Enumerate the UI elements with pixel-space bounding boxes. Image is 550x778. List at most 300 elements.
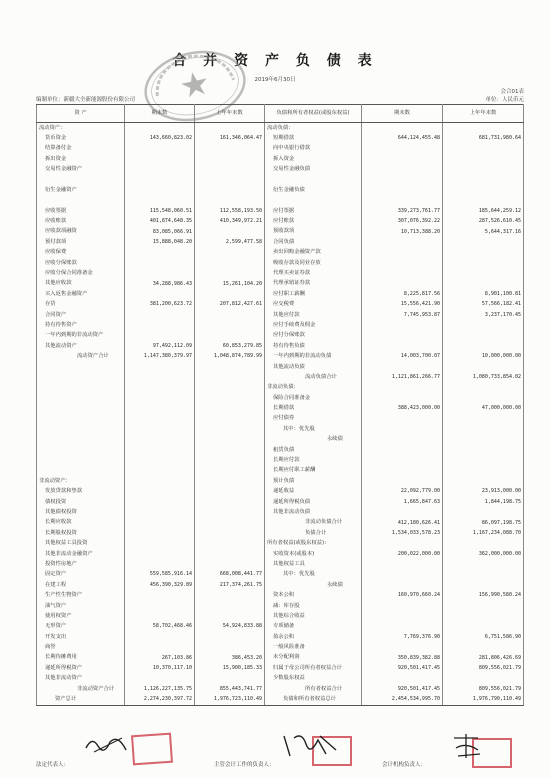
amount-cell — [443, 341, 524, 351]
amount-cell: 15,900,185.33 — [195, 663, 265, 673]
amount-cell — [125, 424, 195, 434]
asset-item-label: 拆出资金 — [37, 154, 125, 164]
amount-cell: 57,566,182.41 — [443, 300, 524, 310]
table-row — [37, 674, 524, 684]
amount-cell — [362, 362, 443, 372]
liability-item-label — [265, 196, 362, 206]
amount-cell — [195, 539, 265, 549]
liability-item-label: 所有者权益合计 — [265, 684, 362, 694]
amount-cell: 60,853,279.85 — [195, 341, 265, 351]
asset-item-label: 其他非流动金融资产 — [37, 549, 125, 559]
liability-item-label: 流动负债合计 — [265, 372, 362, 382]
amount-cell: 185,644,259.12 — [443, 206, 524, 216]
table-row — [37, 165, 524, 175]
amount-cell — [195, 643, 265, 653]
amount-cell: 10,370,117.10 — [125, 663, 195, 673]
col-liab-begin: 上年年末数 — [443, 105, 524, 123]
table-row — [37, 227, 524, 237]
asset-item-label — [37, 196, 125, 206]
liability-item-label: 应付票据 — [265, 206, 362, 216]
asset-item-label: 应收账款 — [37, 217, 125, 227]
amount-cell — [443, 611, 524, 621]
amount-cell — [125, 320, 195, 330]
amount-cell: 2,274,230,397.72 — [125, 694, 195, 705]
asset-item-label: 持有待售资产 — [37, 320, 125, 330]
amount-cell — [125, 362, 195, 372]
asset-item-label: 应收款项融资 — [37, 227, 125, 237]
amount-cell — [125, 185, 195, 195]
table-row — [37, 279, 524, 289]
amount-cell — [443, 559, 524, 569]
amount-cell — [362, 445, 443, 455]
amount-cell — [443, 165, 524, 175]
amount-cell — [195, 476, 265, 486]
table-row — [37, 133, 524, 143]
amount-cell — [443, 248, 524, 258]
liability-item-label: 非流动负债： — [265, 383, 362, 393]
currency-unit: 单位：人民币元 — [485, 97, 524, 103]
amount-cell — [195, 507, 265, 517]
amount-cell — [362, 123, 443, 134]
amount-cell: 809,556,021.79 — [443, 663, 524, 673]
table-row — [37, 466, 524, 476]
liability-item-label: 所有者权益(或股东权益)： — [265, 539, 362, 549]
amount-cell: 920,501,417.45 — [362, 684, 443, 694]
asset-item-label: 应收票据 — [37, 206, 125, 216]
amount-cell: 362,000,000.00 — [443, 549, 524, 559]
liability-item-label — [265, 175, 362, 185]
balance-sheet-table — [36, 104, 524, 706]
liability-item-label: 代理承销证券款 — [265, 279, 362, 289]
amount-cell: 14,003,700.07 — [362, 352, 443, 362]
liability-item-label: 递延收益 — [265, 487, 362, 497]
liability-item-label: 应付分保账款 — [265, 331, 362, 341]
col-liab-end: 期末数 — [362, 105, 443, 123]
amount-cell — [195, 445, 265, 455]
amount-cell — [195, 175, 265, 185]
table-row — [37, 570, 524, 580]
liability-item-label: 应付职工薪酬 — [265, 289, 362, 299]
table-row — [37, 653, 524, 663]
amount-cell: 1,126,227,135.75 — [125, 684, 195, 694]
table-row — [37, 456, 524, 466]
entity-label: 编制单位： — [36, 97, 64, 103]
amount-cell: 2,454,534,995.70 — [362, 694, 443, 705]
amount-cell — [125, 123, 195, 134]
liability-item-label: 专项储备 — [265, 622, 362, 632]
amount-cell — [195, 196, 265, 206]
amount-cell: 115,548,060.51 — [125, 206, 195, 216]
table-row — [37, 497, 524, 507]
asset-item-label: 买入返售金融资产 — [37, 289, 125, 299]
table-row — [37, 144, 524, 154]
amount-cell: 920,501,417.45 — [362, 663, 443, 673]
table-row — [37, 611, 524, 621]
amount-cell — [195, 123, 265, 134]
liability-item-label: 吸收存款及同业存放 — [265, 258, 362, 268]
amount-cell: 559,585,916.14 — [125, 570, 195, 580]
table-row — [37, 476, 524, 486]
asset-item-label — [37, 362, 125, 372]
amount-cell — [125, 487, 195, 497]
amount-cell — [362, 674, 443, 684]
amount-cell — [443, 622, 524, 632]
amount-cell — [125, 414, 195, 424]
amount-cell — [125, 632, 195, 642]
table-row — [37, 217, 524, 227]
amount-cell — [443, 445, 524, 455]
amount-cell — [362, 175, 443, 185]
asset-item-label: 其他债权投资 — [37, 507, 125, 517]
amount-cell: 8,225,817.56 — [362, 289, 443, 299]
amount-cell — [443, 383, 524, 393]
asset-item-label: 递延所得税资产 — [37, 663, 125, 673]
amount-cell: 34,288,986.43 — [125, 279, 195, 289]
liability-item-label: 递延所得税负债 — [265, 497, 362, 507]
amount-cell — [362, 154, 443, 164]
liability-item-label: 应付债券 — [265, 414, 362, 424]
amount-cell — [362, 258, 443, 268]
asset-item-label: 流动资产： — [37, 123, 125, 134]
liability-item-label: 一年内到期的非流动负债 — [265, 352, 362, 362]
amount-cell — [125, 435, 195, 445]
amount-cell: 22,092,779.00 — [362, 487, 443, 497]
amount-cell — [125, 165, 195, 175]
liability-item-label: 保险合同准备金 — [265, 393, 362, 403]
liability-item-label: 应付手续费及佣金 — [265, 320, 362, 330]
liability-item-label: 长期应付款 — [265, 456, 362, 466]
asset-item-label: 油气资产 — [37, 601, 125, 611]
amount-cell — [443, 175, 524, 185]
legal-rep-label: 法定代表人： — [36, 762, 70, 768]
amount-cell: 644,124,455.48 — [362, 133, 443, 143]
table-row — [37, 393, 524, 403]
amount-cell — [195, 393, 265, 403]
liability-item-label: 盈余公积 — [265, 632, 362, 642]
amount-cell — [362, 196, 443, 206]
asset-item-label: 其他非流动资产 — [37, 674, 125, 684]
asset-item-label: 流动资产合计 — [37, 352, 125, 362]
liability-item-label: 流动负债： — [265, 123, 362, 134]
amount-cell: 681,731,980.64 — [443, 133, 524, 143]
amount-cell — [195, 310, 265, 320]
amount-cell — [125, 258, 195, 268]
amount-cell: 1,167,234,088.70 — [443, 528, 524, 538]
amount-cell — [195, 331, 265, 341]
table-row — [37, 258, 524, 268]
amount-cell: 8,901,100.81 — [443, 289, 524, 299]
table-row — [37, 684, 524, 694]
table-row — [37, 175, 524, 185]
asset-item-label: 长期股权投资 — [37, 528, 125, 538]
amount-cell — [443, 539, 524, 549]
amount-cell — [125, 372, 195, 382]
amount-cell — [195, 248, 265, 258]
amount-cell — [443, 331, 524, 341]
signature-dept-head — [448, 732, 488, 760]
amount-cell — [443, 123, 524, 134]
asset-item-label: 应收分保合同准备金 — [37, 268, 125, 278]
amount-cell: 15,261,104.20 — [195, 279, 265, 289]
amount-cell — [362, 393, 443, 403]
amount-cell — [362, 435, 443, 445]
asset-item-label: 交易性金融资产 — [37, 165, 125, 175]
amount-cell: 809,556,021.79 — [443, 684, 524, 694]
liability-item-label: 实收资本(或股本) — [265, 549, 362, 559]
amount-cell — [125, 268, 195, 278]
amount-cell: 287,526,610.45 — [443, 217, 524, 227]
amount-cell: 1,080,733,854.02 — [443, 372, 524, 382]
amount-cell: 1,147,380,379.97 — [125, 352, 195, 362]
amount-cell: 388,423,000.00 — [362, 404, 443, 414]
liability-item-label: 永续债 — [265, 435, 362, 445]
amount-cell — [443, 196, 524, 206]
asset-item-label: 发放贷款和垫款 — [37, 487, 125, 497]
asset-item-label: 合同资产 — [37, 310, 125, 320]
asset-item-label: 其他权益工具投资 — [37, 539, 125, 549]
table-row — [37, 320, 524, 330]
amount-cell — [125, 518, 195, 528]
amount-cell: 217,374,261.75 — [195, 580, 265, 590]
amount-cell — [195, 383, 265, 393]
amount-cell: 10,000,000.00 — [443, 352, 524, 362]
table-row — [37, 352, 524, 362]
table-row — [37, 300, 524, 310]
signature-stamp-legal-rep — [131, 733, 173, 766]
asset-item-label — [37, 456, 125, 466]
amount-cell: 1,976,723,110.49 — [195, 694, 265, 705]
amount-cell: 1,665,847.63 — [362, 497, 443, 507]
amount-cell — [362, 320, 443, 330]
amount-cell: 350,839,382.88 — [362, 653, 443, 663]
liability-item-label: 应付账款 — [265, 217, 362, 227]
entity-name: 新疆大全新能源股份有限公司 — [63, 97, 136, 103]
asset-item-label: 生产性生物资产 — [37, 591, 125, 601]
document-title: 合 并 资 产 负 债 表 — [172, 53, 378, 69]
amount-cell — [195, 435, 265, 445]
liability-item-label: 资本公积 — [265, 591, 362, 601]
liability-item-label: 未分配利润 — [265, 653, 362, 663]
amount-cell — [125, 643, 195, 653]
asset-item-label: 长期待摊费用 — [37, 653, 125, 663]
amount-cell — [195, 165, 265, 175]
table-row — [37, 559, 524, 569]
asset-item-label — [37, 175, 125, 185]
amount-cell — [362, 611, 443, 621]
amount-cell: 15,888,048.20 — [125, 237, 195, 247]
asset-item-label — [37, 466, 125, 476]
amount-cell — [443, 476, 524, 486]
amount-cell — [443, 185, 524, 195]
asset-item-label: 资产总计 — [37, 694, 125, 705]
amount-cell: 15,556,421.90 — [362, 300, 443, 310]
amount-cell — [443, 258, 524, 268]
liability-item-label: 长期应付职工薪酬 — [265, 466, 362, 476]
amount-cell: 3,237,170.45 — [443, 310, 524, 320]
table-row — [37, 383, 524, 393]
liability-item-label: 负债和所有者权益总计 — [265, 694, 362, 705]
asset-item-label: 固定资产 — [37, 570, 125, 580]
amount-cell — [443, 674, 524, 684]
asset-item-label: 预付款项 — [37, 237, 125, 247]
liability-item-label: 持有待售负债 — [265, 341, 362, 351]
amount-cell — [195, 414, 265, 424]
amount-cell — [443, 424, 524, 434]
amount-cell — [195, 456, 265, 466]
amount-cell — [125, 154, 195, 164]
asset-item-label — [37, 414, 125, 424]
liability-item-label: 长期借款 — [265, 404, 362, 414]
amount-cell: 381,200,623.72 — [125, 300, 195, 310]
table-header-row — [37, 105, 524, 123]
asset-item-label: 衍生金融资产 — [37, 185, 125, 195]
asset-item-label: 使用权资产 — [37, 611, 125, 621]
amount-cell: 1,844,198.75 — [443, 497, 524, 507]
liability-item-label: 交易性金融负债 — [265, 165, 362, 175]
liability-item-label: 其中：优先股 — [265, 570, 362, 580]
amount-cell — [443, 580, 524, 590]
liability-item-label: 少数股东权益 — [265, 674, 362, 684]
amount-cell: 23,913,000.00 — [443, 487, 524, 497]
amount-cell — [362, 165, 443, 175]
amount-cell: 83,085,066.91 — [125, 227, 195, 237]
amount-cell — [125, 507, 195, 517]
table-row — [37, 362, 524, 372]
amount-cell — [195, 372, 265, 382]
asset-item-label — [37, 404, 125, 414]
amount-cell — [362, 466, 443, 476]
amount-cell: 58,702,468.46 — [125, 622, 195, 632]
liability-item-label: 拆入资金 — [265, 154, 362, 164]
amount-cell: 668,008,441.77 — [195, 570, 265, 580]
accounting-head-label: 主管会计工作的负责人： — [214, 762, 275, 768]
amount-cell — [195, 424, 265, 434]
asset-item-label: 其他应收款 — [37, 279, 125, 289]
amount-cell: 6,751,586.90 — [443, 632, 524, 642]
amount-cell — [125, 289, 195, 299]
amount-cell: 1,976,790,110.49 — [443, 694, 524, 705]
asset-item-label: 其他流动资产 — [37, 341, 125, 351]
amount-cell — [362, 341, 443, 351]
col-assets-begin: 上年年末数 — [195, 105, 265, 123]
amount-cell — [125, 248, 195, 258]
form-code: 会合01表 — [500, 89, 524, 95]
amount-cell — [125, 383, 195, 393]
amount-cell — [195, 466, 265, 476]
amount-cell: 200,022,000.00 — [362, 549, 443, 559]
asset-item-label: 商誉 — [37, 643, 125, 653]
liability-item-label: 其他流动负债 — [265, 362, 362, 372]
asset-item-label: 投资性房地产 — [37, 559, 125, 569]
amount-cell — [125, 611, 195, 621]
amount-cell — [195, 404, 265, 414]
table-row — [37, 185, 524, 195]
amount-cell — [443, 466, 524, 476]
asset-item-label: 非流动资产合计 — [37, 684, 125, 694]
asset-item-label: 一年内到期的非流动资产 — [37, 331, 125, 341]
amount-cell — [362, 456, 443, 466]
amount-cell: 401,874,648.35 — [125, 217, 195, 227]
amount-cell — [125, 445, 195, 455]
amount-cell — [443, 435, 524, 445]
asset-item-label: 结算备付金 — [37, 144, 125, 154]
table-row — [37, 268, 524, 278]
table-row — [37, 404, 524, 414]
amount-cell — [195, 559, 265, 569]
table-row — [37, 248, 524, 258]
liability-item-label: 永续债 — [265, 580, 362, 590]
asset-item-label — [37, 383, 125, 393]
amount-cell: 160,970,660.24 — [362, 591, 443, 601]
liability-item-label: 预计负债 — [265, 476, 362, 486]
table-row — [37, 331, 524, 341]
amount-cell: 7,769,376.90 — [362, 632, 443, 642]
amount-cell — [443, 414, 524, 424]
amount-cell — [195, 611, 265, 621]
amount-cell — [362, 331, 443, 341]
accounting-dept-label: 会计机构负责人： — [382, 762, 427, 768]
amount-cell — [195, 362, 265, 372]
col-liabilities: 负债和所有者权益(或股东权益) — [265, 105, 362, 123]
asset-item-label: 货币资金 — [37, 133, 125, 143]
liability-item-label: 归属于母公司所有者权益合计 — [265, 663, 362, 673]
table-row — [37, 622, 524, 632]
asset-item-label: 非流动资产： — [37, 476, 125, 486]
amount-cell — [362, 248, 443, 258]
amount-cell — [125, 601, 195, 611]
liability-item-label: 短期借款 — [265, 133, 362, 143]
liability-item-label: 减：库存股 — [265, 601, 362, 611]
table-row — [37, 518, 524, 528]
table-row — [37, 372, 524, 382]
amount-cell — [443, 268, 524, 278]
amount-cell — [362, 268, 443, 278]
amount-cell: 339,273,761.77 — [362, 206, 443, 216]
amount-cell: 1,534,033,578.23 — [362, 528, 443, 538]
amount-cell — [362, 570, 443, 580]
asset-item-label — [37, 372, 125, 382]
amount-cell — [195, 674, 265, 684]
amount-cell — [125, 497, 195, 507]
amount-cell — [362, 414, 443, 424]
amount-cell — [125, 476, 195, 486]
table-row — [37, 507, 524, 517]
table-row — [37, 123, 524, 134]
amount-cell — [362, 580, 443, 590]
amount-cell: 10,713,388.20 — [362, 227, 443, 237]
table-row — [37, 310, 524, 320]
table-row — [37, 154, 524, 164]
table-row — [37, 643, 524, 653]
liability-item-label: 非流动负债合计 — [265, 518, 362, 528]
amount-cell — [125, 175, 195, 185]
amount-cell — [195, 601, 265, 611]
amount-cell — [195, 497, 265, 507]
amount-cell: 267,103.86 — [125, 653, 195, 663]
amount-cell — [362, 622, 443, 632]
liability-item-label: 其他非流动负债 — [265, 507, 362, 517]
amount-cell: 456,390,329.89 — [125, 580, 195, 590]
table-row — [37, 445, 524, 455]
amount-cell — [125, 591, 195, 601]
amount-cell — [362, 185, 443, 195]
amount-cell — [125, 393, 195, 403]
asset-item-label — [37, 393, 125, 403]
amount-cell: 54,924,833.88 — [195, 622, 265, 632]
amount-cell: 1,048,874,789.99 — [195, 352, 265, 362]
amount-cell — [443, 643, 524, 653]
amount-cell — [362, 476, 443, 486]
